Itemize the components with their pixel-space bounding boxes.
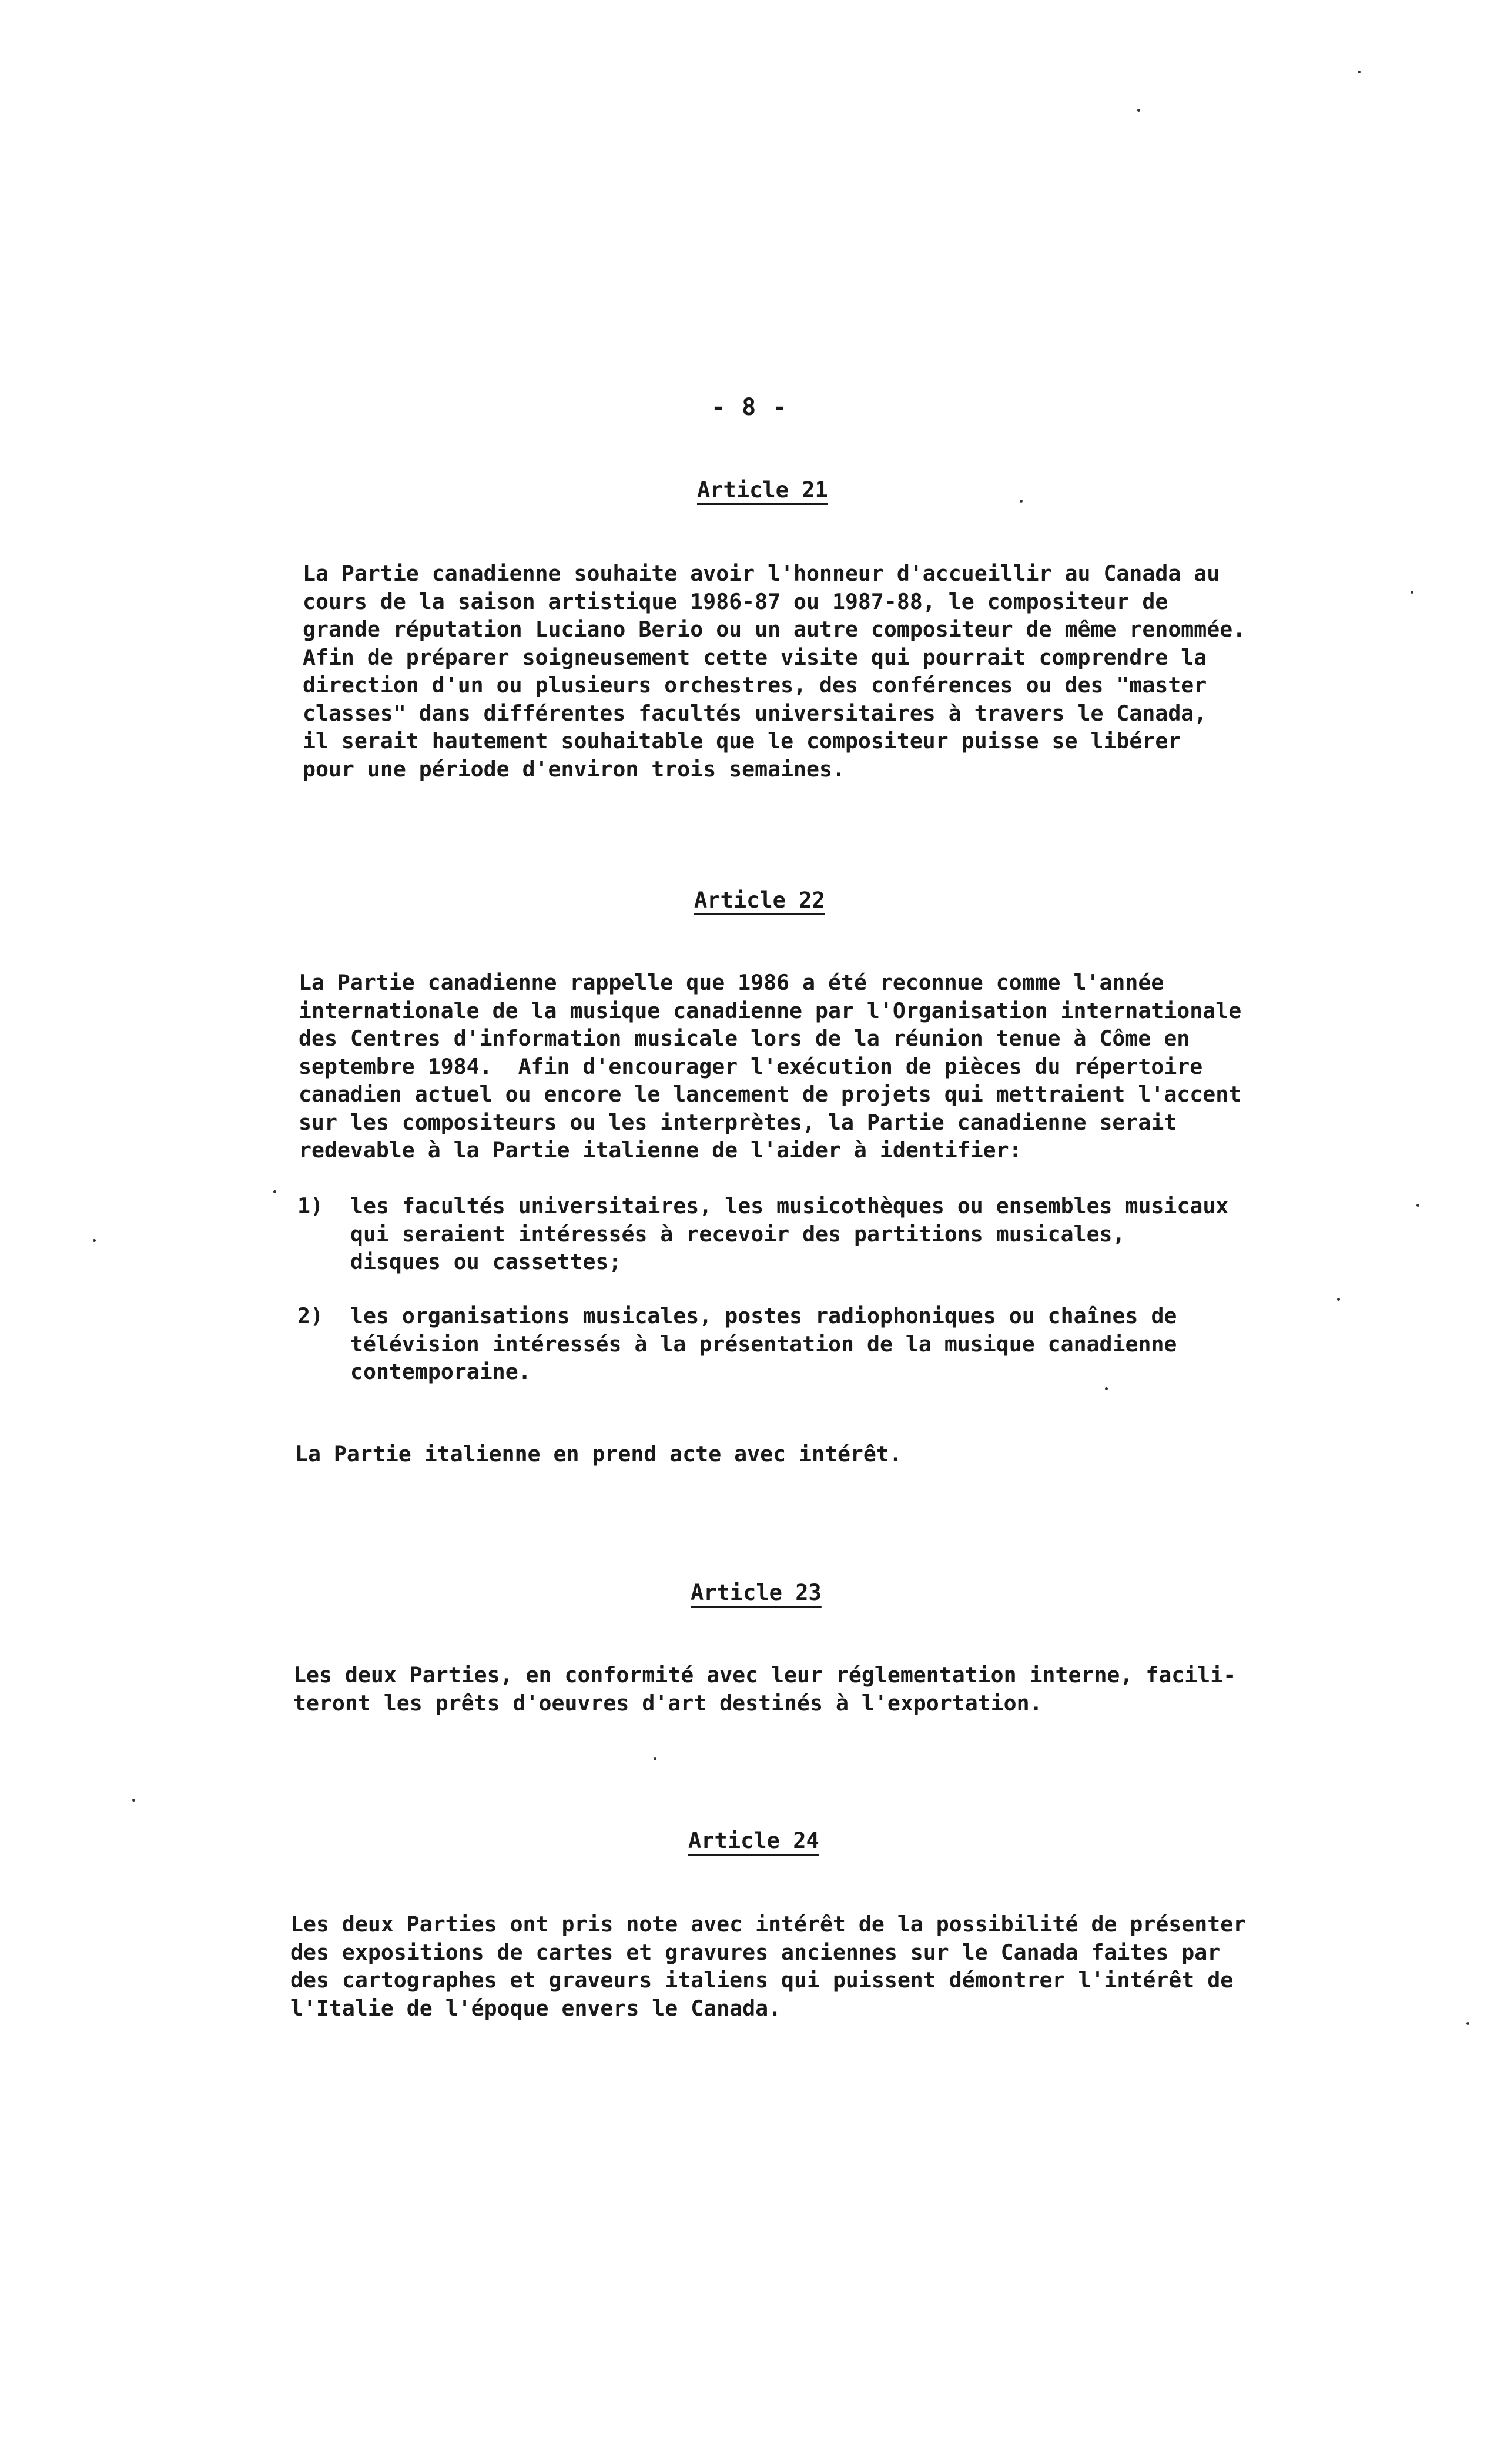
- list-item-body: [350, 1192, 1228, 1276]
- scan-speck: [273, 1190, 276, 1193]
- paragraph-line: teront les prêts d'oeuvres d'art destinés à l'exportation.: [293, 1690, 1043, 1716]
- paragraph-line: La Partie canadienne rappelle que 1986 a été reconnue comme l'année: [299, 970, 1164, 995]
- list-item-line: disques ou cassettes;: [350, 1249, 622, 1274]
- article-24-paragraph: [290, 1910, 1246, 2022]
- paragraph-line: des expositions de cartes et gravures anciennes sur le Canada faites par: [290, 1939, 1221, 1965]
- closing-line: La Partie italienne en prend acte avec intérêt.: [295, 1441, 902, 1467]
- paragraph-line: classes" dans différentes facultés universitaires à travers le Canada,: [303, 700, 1207, 726]
- article-23-heading: Article 23: [691, 1580, 822, 1605]
- article-23-paragraph: [293, 1661, 1236, 1717]
- paragraph-line: Afin de préparer soigneusement cette visite qui pourrait comprendre la: [303, 644, 1207, 670]
- paragraph-line: il serait hautement souhaitable que le compositeur puisse se libérer: [303, 728, 1181, 754]
- paragraph-line: l'Italie de l'époque envers le Canada.: [290, 1995, 782, 2021]
- paragraph-line: redevable à la Partie italienne de l'aider à identifier:: [299, 1137, 1022, 1163]
- list-item-body: [350, 1302, 1177, 1386]
- scan-speck: [93, 1239, 96, 1242]
- scan-speck: [654, 1757, 656, 1760]
- paragraph-line: septembre 1984. Afin d'encourager l'exécution de pièces du répertoire: [299, 1053, 1203, 1079]
- scan-speck: [1416, 1204, 1419, 1207]
- scan-speck: [1358, 71, 1361, 73]
- paragraph-line: Les deux Parties ont pris note avec intérêt de la possibilité de présenter: [290, 1911, 1247, 1937]
- page-number: - 8 -: [711, 394, 788, 421]
- scan-speck: [1105, 1387, 1108, 1390]
- scan-speck: [1411, 591, 1413, 594]
- scan-speck: [1337, 1298, 1340, 1301]
- list-item-number: 1): [297, 1193, 323, 1218]
- paragraph-line: sur les compositeurs ou les interprètes, la Partie canadienne serait: [299, 1109, 1177, 1135]
- list-item-line: télévision intéressés à la présentation de la musique canadienne: [350, 1331, 1177, 1357]
- paragraph-line: des Centres d'information musicale lors de la réunion tenue à Côme en: [299, 1026, 1190, 1051]
- list-item-line: les facultés universitaires, les musicothèques ou ensembles musicaux: [350, 1193, 1229, 1218]
- scan-speck: [132, 1799, 135, 1802]
- paragraph-line: direction d'un ou plusieurs orchestres, des conférences ou des "master: [303, 672, 1207, 698]
- paragraph-line: cours de la saison artistique 1986-87 ou 1987-88, le compositeur de: [303, 588, 1168, 614]
- paragraph-line: grande réputation Luciano Berio ou un autre compositeur de même renommée.: [303, 617, 1246, 642]
- paragraph-line: pour une période d'environ trois semaines.: [303, 756, 845, 782]
- scan-speck: [1137, 109, 1140, 112]
- paragraph-line: Les deux Parties, en conformité avec leur réglementation interne, facili-: [293, 1662, 1237, 1688]
- paragraph-line: des cartographes et graveurs italiens qui puissent démontrer l'intérêt de: [290, 1967, 1234, 1993]
- paragraph-line: La Partie canadienne souhaite avoir l'honneur d'accueillir au Canada au: [303, 561, 1220, 586]
- paragraph-line: internationale de la musique canadienne par l'Organisation internationale: [299, 997, 1242, 1023]
- list-item-number: 2): [297, 1303, 323, 1328]
- article-22-paragraph: [299, 969, 1241, 1164]
- article-21-heading: Article 21: [697, 477, 828, 503]
- article-21-paragraph: [303, 560, 1245, 783]
- scan-speck: [1020, 500, 1023, 503]
- list-item-line: contemporaine.: [350, 1359, 531, 1384]
- article-24-heading: Article 24: [688, 1828, 819, 1853]
- list-item-line: les organisations musicales, postes radiophoniques ou chaînes de: [350, 1303, 1177, 1328]
- article-22-heading: Article 22: [694, 888, 825, 913]
- paragraph-line: canadien actuel ou encore le lancement de projets qui mettraient l'accent: [299, 1082, 1242, 1107]
- article-22-closing: [295, 1440, 902, 1468]
- list-item-line: qui seraient intéressés à recevoir des partitions musicales,: [350, 1221, 1125, 1247]
- scan-speck: [1466, 2022, 1469, 2025]
